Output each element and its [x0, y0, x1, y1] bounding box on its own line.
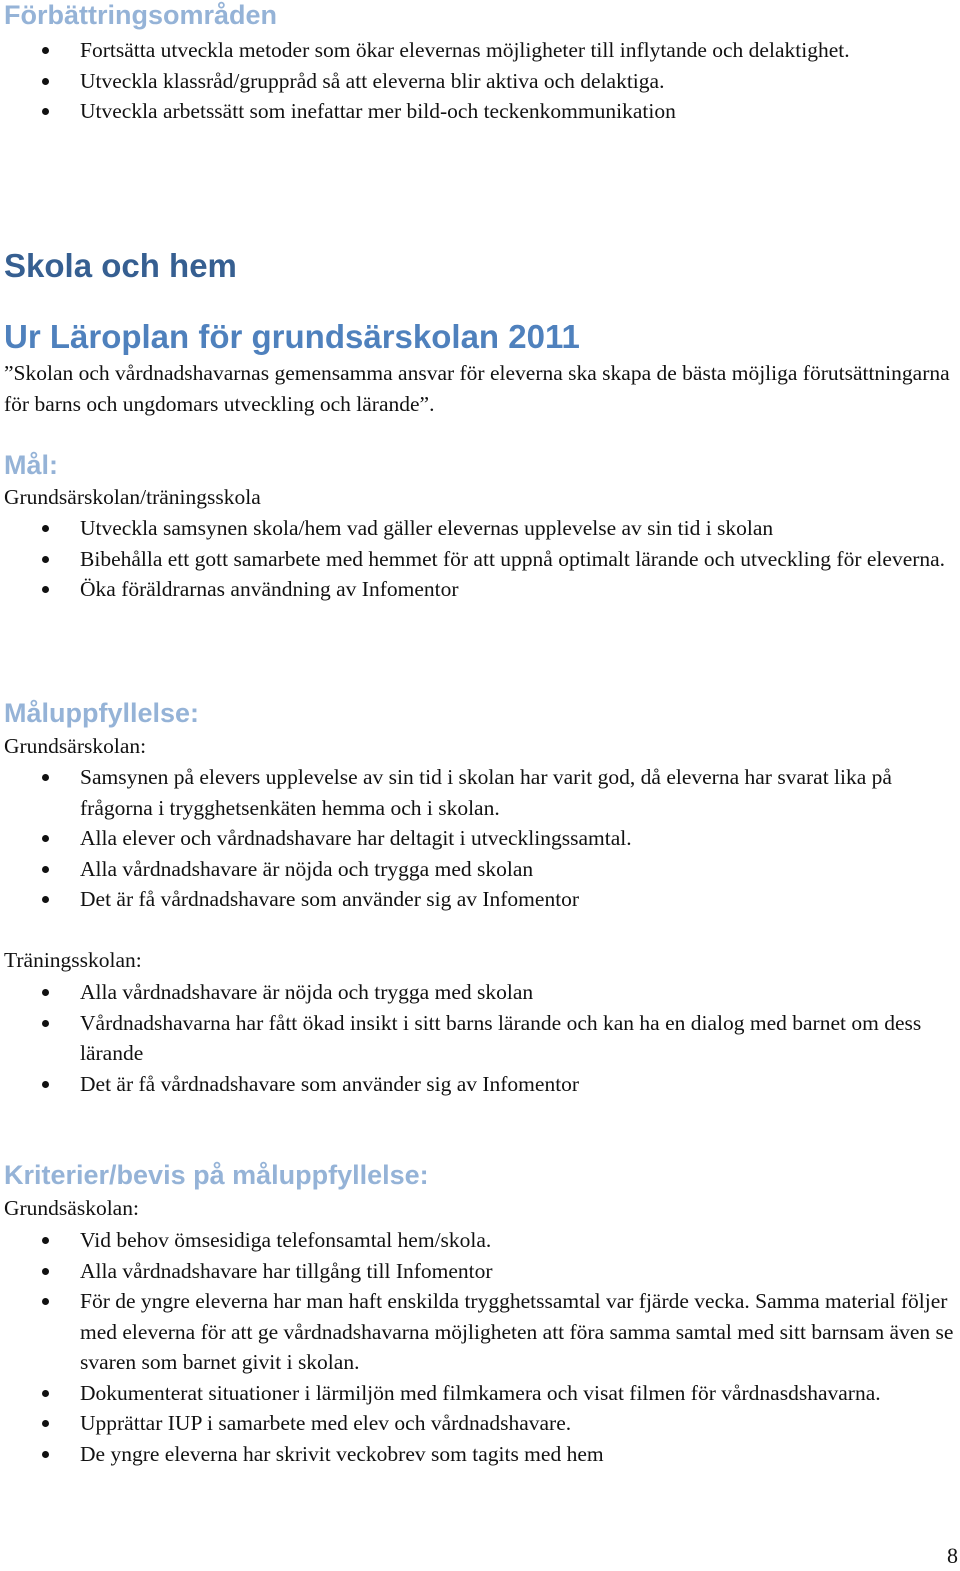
list-item [0, 1439, 960, 1470]
bullet-icon [42, 586, 49, 593]
list-item [0, 66, 960, 97]
bullet-icon [42, 47, 49, 54]
mal-list [0, 513, 960, 605]
list-item-text: Upprättar IUP i samarbete med elev och vårdnadshavare. [80, 1411, 572, 1435]
kriterier-list [0, 1225, 960, 1469]
traningsskolan-list [0, 977, 960, 1099]
list-item-text: Alla vårdnadshavare har tillgång till Infomentor [80, 1258, 493, 1283]
list-item [0, 35, 960, 66]
list-item-text: Vårdnadshavarna har fått ökad insikt i sitt barns lärande och kan ha en dialog med barnet om dess lärande [80, 1010, 922, 1065]
list-item [0, 884, 960, 915]
list-item [0, 544, 960, 575]
bullet-icon [42, 1390, 49, 1397]
list-item [0, 1069, 960, 1100]
bullet-icon [42, 774, 49, 781]
list-item-text: De yngre eleverna har skrivit veckobrev som tagits med hem [80, 1441, 604, 1466]
list-item-text: Det är få vårdnadshavare som använder sig av Infomentor [80, 1071, 580, 1096]
bullet-icon [42, 1268, 49, 1275]
bullet-icon [42, 866, 49, 873]
heading-kriterier: Kriterier/bevis på måluppfyllelse: [4, 1160, 429, 1190]
bullet-icon [42, 108, 49, 115]
bullet-icon [42, 1451, 49, 1458]
list-item-text: Utveckla samsynen skola/hem vad gäller elevernas upplevelse av sin tid i skolan [80, 516, 774, 540]
list-item [0, 977, 960, 1008]
list-item-text: Fortsätta utveckla metoder som ökar elevernas möjligheter till inflytande och delaktighet. [80, 38, 850, 62]
heading-mal: Mål: [4, 450, 58, 480]
forbattring-list [0, 35, 960, 127]
bullet-icon [42, 78, 49, 85]
bullet-icon [42, 896, 49, 903]
grundsarskolan-label: Grundsärskolan: [4, 734, 147, 758]
mal-subheading: Grundsärskolan/träningsskola [4, 485, 261, 509]
bullet-icon [42, 989, 49, 996]
heading-forbattringsomraden: Förbättringsområden [4, 0, 278, 30]
laroplan-quote: ”Skolan och vårdnadshavarnas gemensamma ansvar för eleverna ska skapa de bästa möjliga förutsättningarna för barns och ungdomars utveckling och lärande”. [4, 361, 950, 416]
list-item [0, 513, 960, 544]
traningsskolan-label: Träningsskolan: [4, 948, 142, 972]
list-item [0, 1225, 960, 1256]
bullet-icon [42, 556, 49, 563]
list-item-text: Utveckla klassråd/gruppråd så att eleverna blir aktiva och delaktiga. [80, 68, 665, 93]
heading-maluppfyllelse: Måluppfyllelse: [4, 698, 200, 728]
grundsarskolan-list [0, 762, 960, 915]
bullet-icon [42, 1020, 49, 1027]
list-item [0, 762, 960, 823]
list-item [0, 574, 960, 605]
list-item-text: Vid behov ömsesidiga telefonsamtal hem/skola. [80, 1228, 492, 1252]
section-title: Skola och hem [4, 247, 237, 284]
bullet-icon [42, 1298, 49, 1305]
list-item [0, 1256, 960, 1287]
grundsaskolan-label: Grundsäskolan: [4, 1196, 139, 1220]
list-item-text: Alla vårdnadshavare är nöjda och trygga med skolan [80, 856, 534, 881]
list-item-text: Alla vårdnadshavare är nöjda och trygga med skolan [80, 980, 534, 1004]
list-item-text: Alla elever och vårdnadshavare har deltagit i utvecklingssamtal. [80, 826, 632, 850]
bullet-icon [42, 1081, 49, 1088]
list-item [0, 1008, 960, 1069]
list-item-text: Utveckla arbetssätt som inefattar mer bild-och teckenkommunikation [80, 99, 676, 123]
list-item-text: För de yngre eleverna har man haft enskilda trygghetssamtal var fjärde vecka. Samma material följer med eleverna för att ge vårdnadshavarna möjligheten att föra samma samtal med sitt barnsam även se svaren som barnet givit i skolan. [80, 1289, 954, 1374]
heading-laroplan: Ur Läroplan för grundsärskolan 2011 [4, 318, 580, 355]
list-item [0, 823, 960, 854]
list-item-text: Öka föräldrarnas användning av Infomentor [80, 577, 459, 601]
list-item-text: Det är få vårdnadshavare som använder sig av Infomentor [80, 887, 580, 911]
bullet-icon [42, 1420, 49, 1427]
list-item [0, 854, 960, 885]
list-item-text: Bibehålla ett gott samarbete med hemmet för att uppnå optimalt lärande och utveckling för eleverna. [80, 546, 946, 571]
list-item-text: Samsynen på elevers upplevelse av sin tid i skolan har varit god, då eleverna har svarat lika på frågorna i trygghetsenkäten hemma och i skolan. [80, 765, 892, 820]
page-number: 8 [947, 1543, 958, 1568]
list-item [0, 96, 960, 127]
list-item [0, 1408, 960, 1439]
bullet-icon [42, 525, 49, 532]
list-item [0, 1378, 960, 1409]
bullet-icon [42, 835, 49, 842]
list-item [0, 1286, 960, 1378]
bullet-icon [42, 1237, 49, 1244]
list-item-text: Dokumenterat situationer i lärmiljön med filmkamera och visat filmen för vårdnasdshavarna. [80, 1380, 881, 1405]
